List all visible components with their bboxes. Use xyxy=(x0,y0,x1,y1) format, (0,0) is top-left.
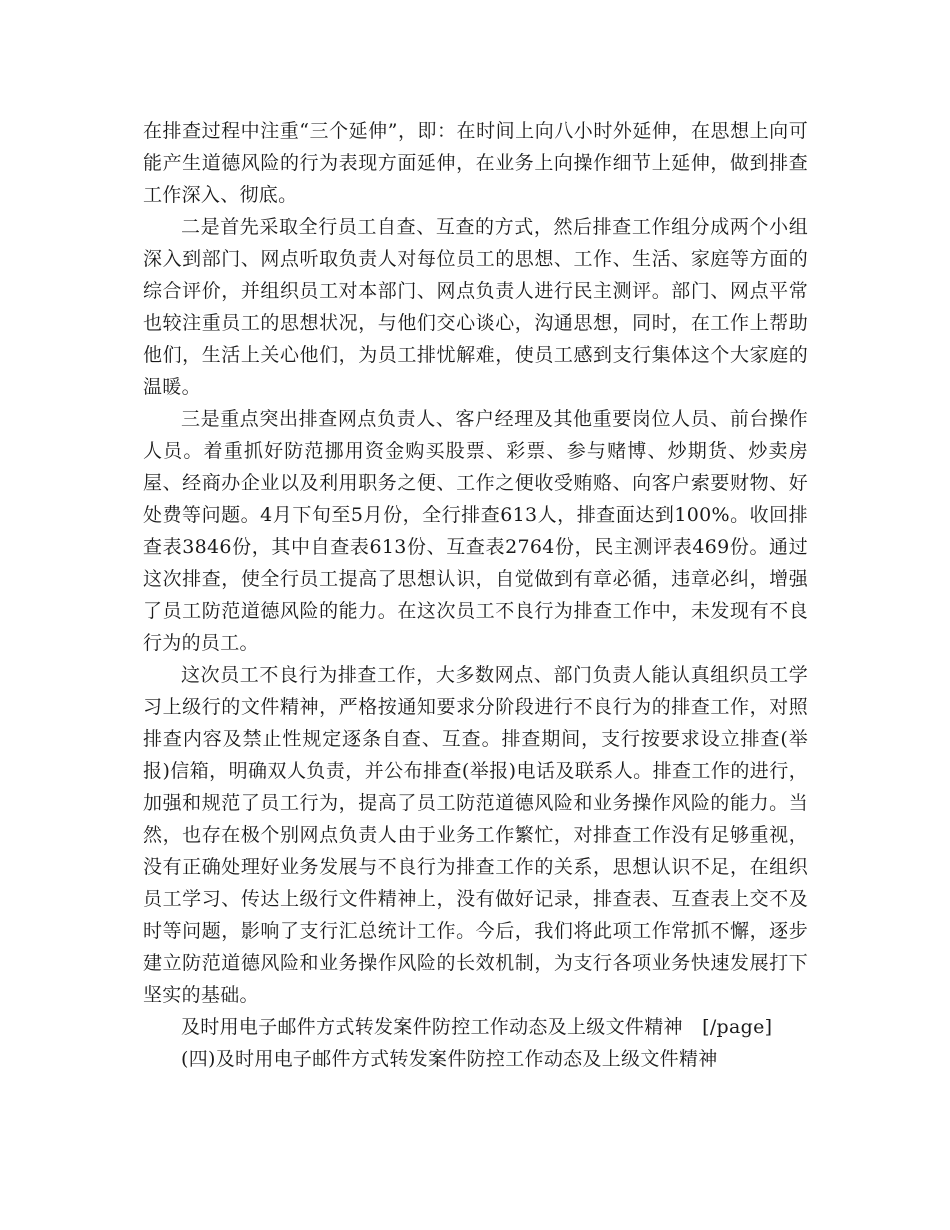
paragraph-email-heading: 及时用电子邮件方式转发案件防控工作动态及上级文件精神 [/page] xyxy=(181,1016,773,1038)
paragraph-point-two: 二是首先采取全行员工自查、互查的方式，然后排查工作组分成两个小组深入到部门、网点听取负责人对每位员工的思想、工作、生活、家庭等方面的综合评价，并组织员工对本部门、网点负责人进行民主测评。部门、网点平常也较注重员工的思想状况，与他们交心谈心，沟通思想，同时，在工作上帮助他们，生活上关心他们，为员工排忧解难，使员工感到支行集体这个大家庭的温暖。 xyxy=(143,216,808,398)
section-heading-four: (四)及时用电子邮件方式转发案件防控工作动态及上级文件精神 xyxy=(181,1048,718,1070)
paragraph-point-three: 三是重点突出排查网点负责人、客户经理及其他重要岗位人员、前台操作人员。着重抓好防范挪用资金购买股票、彩票、参与赌博、炒期货、炒卖房屋、经商办企业以及利用职务之便、工作之便收受贿赂、向客户索要财物、好处费等问题。4月下旬至5月份，全行排查613人，排查面达到100%。收回排查表3846份，其中自查表613份、互查表2764份，民主测评表469份。通过这次排查，使全行员工提高了思想认识，自觉做到有章必循，违章必纠，增强了员工防范道德风险的能力。在这次员工不良行为排查工作中，未发现有不良行为的员工。 xyxy=(143,408,808,654)
document-body xyxy=(143,115,808,1075)
paragraph-summary: 这次员工不良行为排查工作，大多数网点、部门负责人能认真组织员工学习上级行的文件精神，严格按通知要求分阶段进行不良行为的排查工作，对照排查内容及禁止性规定逐条自查、互查。排查期间，支行按要求设立排查(举报)信箱，明确双人负责，并公布排查(举报)电话及联系人。排查工作的进行，加强和规范了员工行为，提高了员工防范道德风险和业务操作风险的能力。当然，也存在极个别网点负责人由于业务工作繁忙，对排查工作没有足够重视，没有正确处理好业务发展与不良行为排查工作的关系，思想认识不足，在组织员工学习、传达上级行文件精神上，没有做好记录，排查表、互查表上交不及时等问题，影响了支行汇总统计工作。今后，我们将此项工作常抓不懈，逐步建立防范道德风险和业务操作风险的长效机制，为支行各项业务快速发展打下坚实的基础。 xyxy=(143,664,808,1006)
paragraph-continuation: 在排查过程中注重“三个延伸”，即：在时间上向八小时外延伸，在思想上向可能产生道德风险的行为表现方面延伸，在业务上向操作细节上延伸，做到排查工作深入、彻底。 xyxy=(143,120,808,206)
